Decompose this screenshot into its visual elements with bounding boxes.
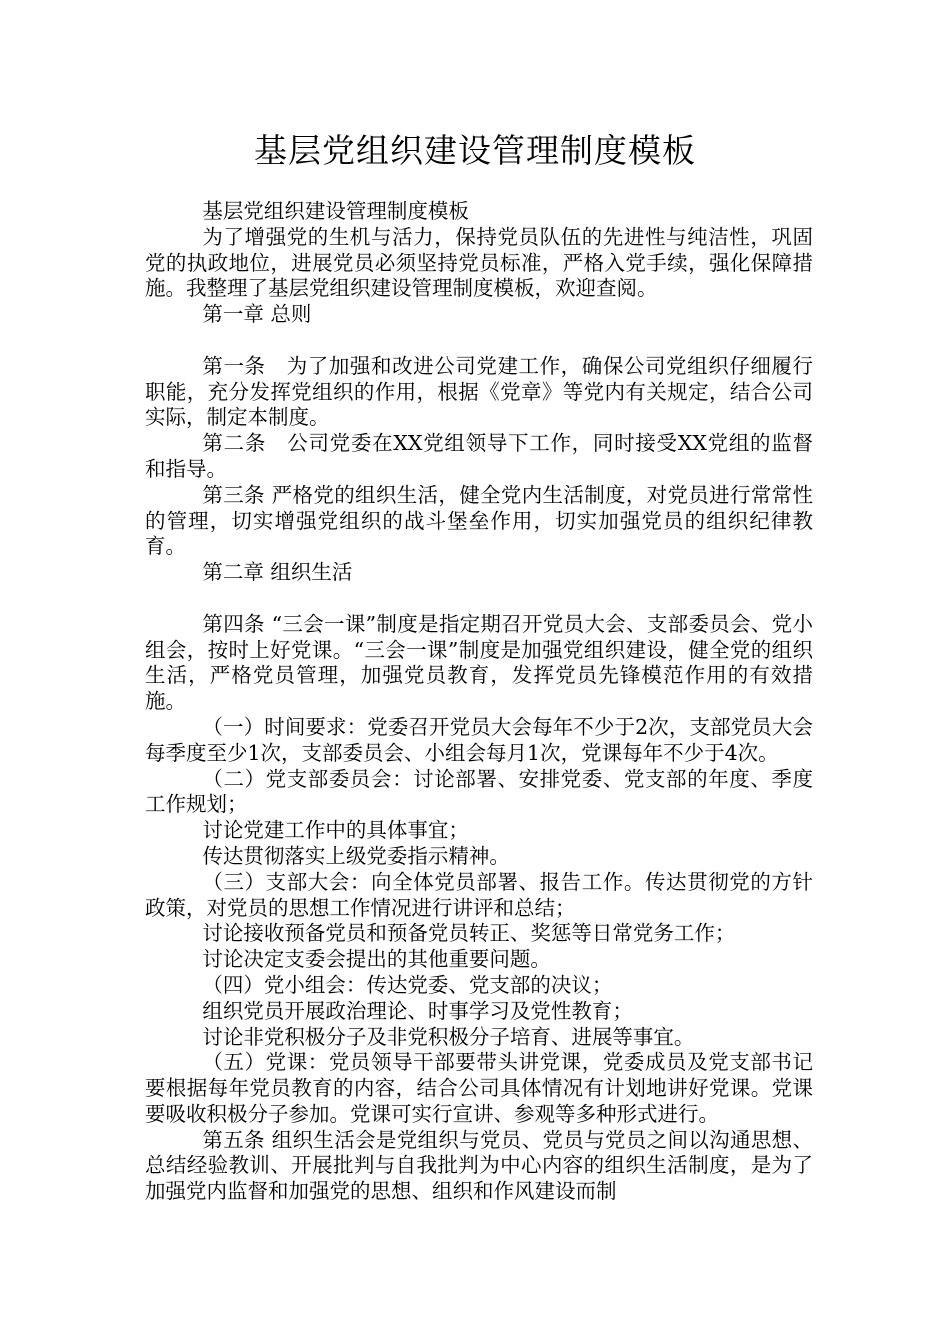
clause-4: （四）党小组会：传达党委、党支部的决议； [202, 972, 613, 997]
article-4: 第四条 “三会一课”制度是指定期召开党员大会、支部委员会、党小组会，按时上好党课。“三会一课”制度是加强党组织建设，健全党的组织生活，严格党员管理，加强党员教育，发挥党员先锋模范作用的有效措施。 [145, 611, 813, 714]
chapter-heading-2: 第二章 组织生活 [202, 560, 353, 585]
chapter-heading-1: 第一章 总则 [202, 302, 312, 327]
document-title: 基层党组织建设管理制度模板 [254, 131, 696, 170]
clause-2-item: 传达贯彻落实上级党委指示精神。 [202, 843, 510, 868]
blank-line [145, 328, 813, 354]
clause-3: （三）支部大会：向全体党员部署、报告工作。传达贯彻党的方针政策，对党员的思想工作情况进行讲评和总结； [145, 869, 813, 920]
document-body [145, 199, 813, 1205]
clause-3-item: 讨论接收预备党员和预备党员转正、奖惩等日常党务工作； [202, 921, 736, 946]
clause-5: （五）党课：党员领导干部要带头讲党课，党委成员及党支部书记要根据每年党员教育的内容，结合公司具体情况有计划地讲好党课。党课要吸收积极分子参加。党课可实行宣讲、参观等多种形式进行。 [145, 1050, 813, 1126]
clause-4-item: 讨论非党积极分子及非党积极分子培育、进展等事宜。 [202, 1024, 695, 1049]
paragraph-intro: 为了增强党的生机与活力，保持党员队伍的先进性与纯洁性，巩固党的执政地位，进展党员必须坚持党员标准，严格入党手续，强化保障措施。我整理了基层党组织建设管理制度模板，欢迎查阅。 [145, 224, 813, 301]
clause-2-item: 讨论党建工作中的具体事宜； [202, 818, 469, 843]
clause-1: （一）时间要求：党委召开党员大会每年不少于2次，支部党员大会每季度至少1次，支部委员会、小组会每月1次，党课每年不少于4次。 [145, 714, 813, 765]
paragraph-subtitle: 基层党组织建设管理制度模板 [202, 199, 469, 223]
article-1: 第一条 为了加强和改进公司党建工作，确保公司党组织仔细履行职能，充分发挥党组织的作用，根据《党章》等党内有关规定，结合公司实际，制定本制度。 [145, 353, 813, 430]
article-3: 第三条 严格党的组织生活，健全党内生活制度，对党员进行常常性的管理，切实增强党组织的战斗堡垒作用，切实加强党员的组织纪律教育。 [145, 482, 813, 559]
article-5: 第五条 组织生活会是党组织与党员、党员与党员之间以沟通思想、总结经验教训、开展批判与自我批判为中心内容的组织生活制度，是为了加强党内监督和加强党的思想、组织和作风建设而制 [145, 1127, 813, 1204]
clause-4-item: 组织党员开展政治理论、时事学习及党性教育； [202, 998, 633, 1023]
clause-3-item: 讨论决定支委会提出的其他重要问题。 [202, 947, 551, 972]
article-2: 第二条 公司党委在XX党组领导下工作，同时接受XX党组的监督和指导。 [145, 431, 813, 481]
clause-2: （二）党支部委员会：讨论部署、安排党委、党支部的年度、季度工作规划； [145, 766, 813, 817]
blank-line [145, 586, 813, 612]
